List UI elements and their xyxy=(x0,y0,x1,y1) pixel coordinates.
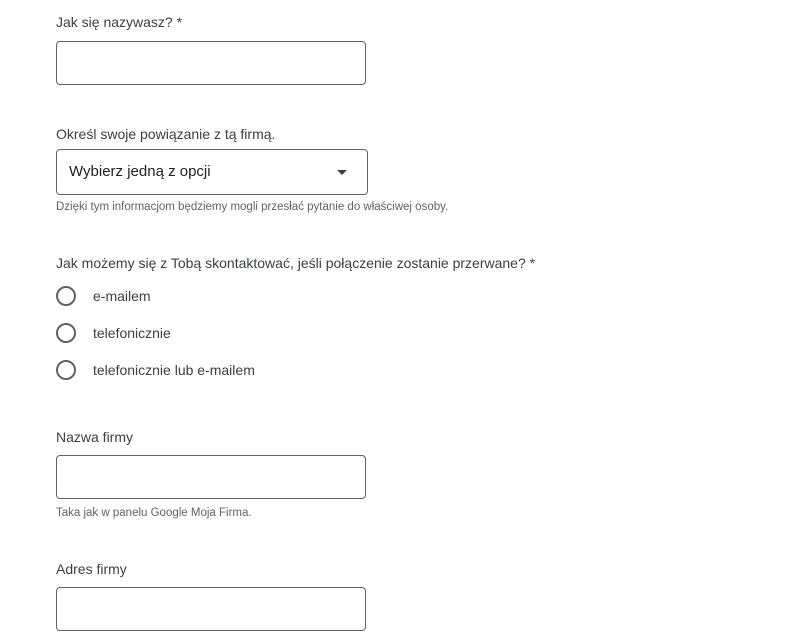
company-address-label: Adres firmy xyxy=(56,561,127,577)
contact-option-email[interactable] xyxy=(56,285,151,307)
company-name-input[interactable] xyxy=(56,455,366,499)
company-name-hint: Taka jak w panelu Google Moja Firma. xyxy=(56,507,252,519)
contact-option-phone[interactable] xyxy=(56,322,171,344)
caret-down-icon xyxy=(337,170,347,175)
contact-option-label: telefonicznie lub e-mailem xyxy=(93,362,255,378)
contact-option-label: telefonicznie xyxy=(93,325,171,341)
relation-hint: Dzięki tym informacjom będziemy mogli przesłać pytanie do właściwej osoby. xyxy=(56,201,449,213)
radio-unchecked-icon[interactable] xyxy=(56,323,76,343)
relation-select-value: Wybierz jedną z opcji xyxy=(69,163,211,180)
relation-label: Określ swoje powiązanie z tą firmą. xyxy=(56,126,276,142)
contact-label: Jak możemy się z Tobą skontaktować, jeśli połączenie zostanie przerwane? * xyxy=(56,255,536,271)
name-input[interactable] xyxy=(56,41,366,85)
contact-option-phone-or-email[interactable] xyxy=(56,359,255,381)
name-label: Jak się nazywasz? * xyxy=(56,14,183,30)
relation-select[interactable] xyxy=(56,149,368,195)
company-address-input[interactable] xyxy=(56,587,366,631)
radio-unchecked-icon[interactable] xyxy=(56,286,76,306)
radio-unchecked-icon[interactable] xyxy=(56,360,76,380)
contact-option-label: e-mailem xyxy=(93,288,151,304)
company-name-label: Nazwa firmy xyxy=(56,429,134,445)
